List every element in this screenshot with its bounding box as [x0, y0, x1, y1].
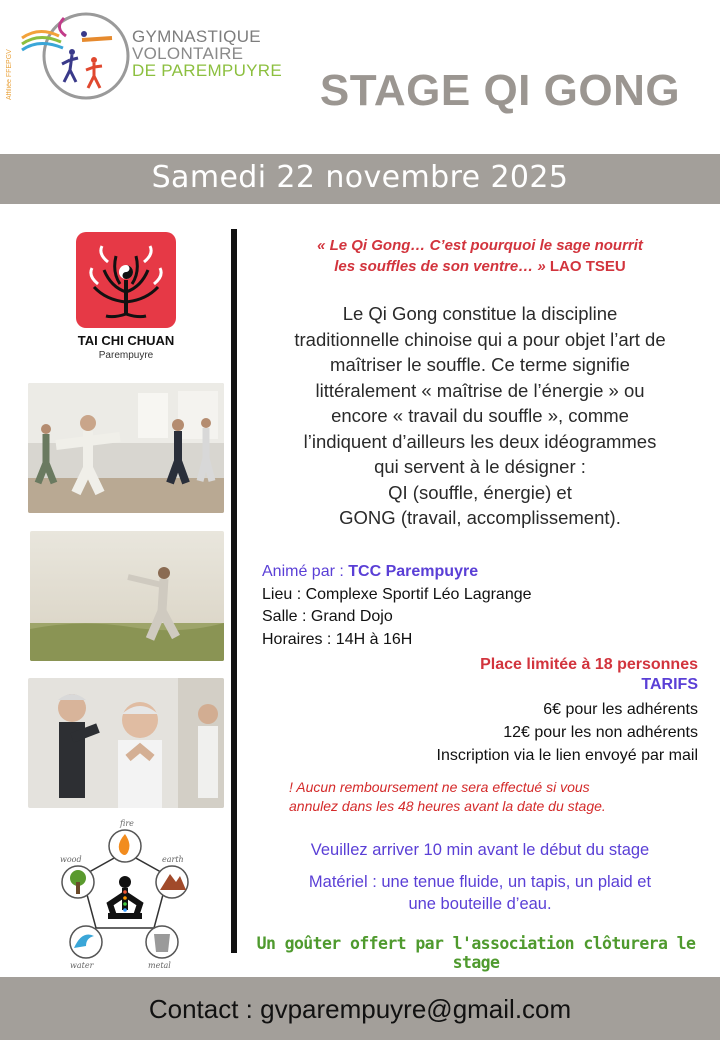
photo-outdoor-practice	[30, 531, 224, 661]
description-line: qui servent à le désigner :	[374, 456, 586, 477]
event-details	[262, 561, 662, 651]
organizer-label: Animé par :	[262, 563, 349, 580]
description-line: Le Qi Gong constitue la discipline	[342, 303, 618, 324]
tai-chi-logo-name: TAI CHI CHUAN	[77, 333, 175, 348]
price-non-members: 12€ pour les non adhérents	[503, 724, 698, 741]
description	[250, 301, 710, 531]
refund-warning-line2: annulez dans les 48 heures avant la date du stage.	[289, 798, 606, 814]
registration-note: Inscription via le lien envoyé par mail	[436, 747, 698, 764]
description-line: maîtriser le souffle. Ce terme signifie	[330, 354, 630, 375]
arrival-notice: Veuillez arriver 10 min avant le début du stage	[310, 841, 650, 859]
quote-author: LAO TSEU	[545, 258, 626, 275]
event-room: Salle : Grand Dojo	[262, 608, 393, 625]
contact-email[interactable]: Contact : gvparempuyre@gmail.com	[148, 994, 572, 1024]
element-label-fire: fire	[120, 819, 134, 828]
club-logo-emblem-icon	[14, 8, 134, 103]
description-line: littéralement « maîtrise de l’énergie » ou	[315, 379, 645, 401]
quote	[250, 235, 710, 277]
column-divider	[231, 229, 237, 953]
description-line: encore « travail du souffle », comme	[331, 405, 629, 426]
price-members: 6€ pour les adhérents	[543, 701, 698, 718]
club-name-line1: GYMNASTIQUE	[132, 27, 261, 46]
element-label-water: water	[70, 961, 94, 970]
equipment-line2: une bouteille d’eau.	[408, 895, 552, 913]
element-label-wood: wood	[60, 855, 82, 864]
quote-line2: les souffles de son ventre… »	[334, 258, 546, 275]
club-name-line3: DE PAREMPUYRE	[132, 61, 283, 80]
snack-notice: Un goûter offert par l'association clôturera le stage	[256, 934, 696, 972]
page-title: STAGE QI GONG	[319, 66, 681, 115]
event-date: Samedi 22 novembre 2025	[151, 160, 569, 195]
tai-chi-logo-subtitle: Parempuyre	[98, 350, 154, 361]
equipment-notice	[270, 871, 690, 915]
photo-seniors-practice	[28, 678, 224, 808]
element-label-earth: earth	[162, 855, 184, 864]
event-hours: Horaires : 14H à 16H	[262, 630, 413, 648]
affiliation-label: Affiliée FFEPGV	[6, 49, 13, 100]
quote-line1: « Le Qi Gong… C’est pourquoi le sage nourrit	[317, 237, 643, 254]
event-location: Lieu : Complexe Sportif Léo Lagrange	[262, 585, 532, 603]
description-line: QI (souffle, énergie) et	[388, 481, 572, 503]
refund-warning	[289, 778, 709, 816]
organizer-name: TCC Parempuyre	[348, 563, 479, 580]
pricing-list	[300, 698, 698, 767]
description-line: l’indiquent d’ailleurs les deux idéogrammes	[303, 430, 657, 452]
equipment-line1: Matériel : une tenue fluide, un tapis, un plaid et	[308, 873, 652, 891]
pricing-title: TARIFS	[641, 676, 698, 693]
club-name-line2: VOLONTAIRE	[132, 44, 244, 63]
refund-warning-line1: ! Aucun remboursement ne sera effectué si vous	[289, 779, 590, 795]
tree-icon	[76, 232, 176, 328]
club-name	[132, 28, 282, 79]
capacity-notice: Place limitée à 18 personnes	[480, 656, 698, 673]
element-label-metal: metal	[148, 961, 171, 970]
tai-chi-logo	[76, 232, 176, 328]
five-elements-diagram	[50, 818, 200, 970]
description-line: GONG (travail, accomplissement).	[339, 507, 621, 528]
photo-group-practice	[28, 383, 224, 513]
description-line: traditionnelle chinoise qui a pour objet l’art de	[294, 328, 666, 350]
